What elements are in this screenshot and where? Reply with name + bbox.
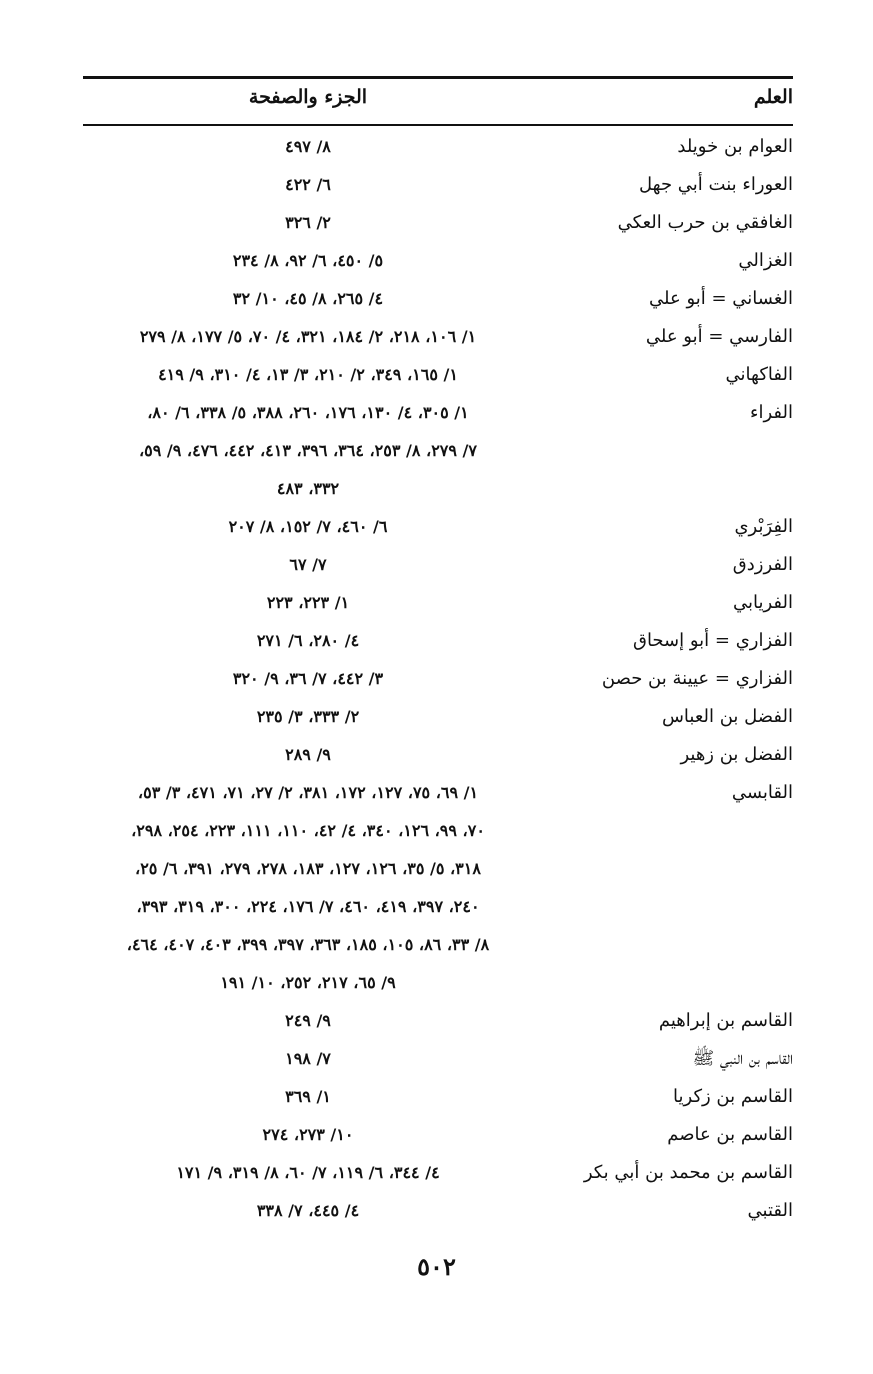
entry-name: القاسم بن إبراهيم — [658, 1010, 793, 1031]
index-entry — [83, 1154, 793, 1192]
entry-line — [83, 432, 793, 470]
entry-references: ٩/ ٢٨٩ — [285, 745, 331, 764]
index-entry — [83, 280, 793, 318]
entry-name: القاسم بن محمد بن أبي بكر — [583, 1162, 793, 1183]
index-entry — [83, 1040, 793, 1078]
entry-references: ٩/ ٢٤٩ — [285, 1011, 331, 1030]
entry-references: ١/ ٦٩، ٧٥، ١٢٧، ١٧٢، ٣٨١، ٢/ ٢٧، ٧١، ٤٧١، ٣/ ٥٣، — [137, 783, 479, 802]
entry-references: ٤/ ٢٦٥، ٨/ ٤٥، ١٠/ ٣٢ — [232, 289, 384, 308]
index-entry — [83, 622, 793, 660]
entry-name: الغافقي بن حرب العكي — [617, 212, 793, 233]
entry-references: ٦/ ٤٢٢ — [285, 175, 331, 194]
entry-line — [83, 964, 793, 1002]
reference-column-header: الجزء والصفحة — [248, 86, 368, 108]
entry-name: الفِرَبْري — [734, 516, 793, 537]
entry-references: ٢/ ٣٢٦ — [285, 213, 331, 232]
entry-references: ١/ ٣٠٥، ٤/ ١٣٠، ١٧٦، ٢٦٠، ٣٨٨، ٥/ ٣٣٨، ٦/ ٨٠، — [147, 403, 469, 422]
index-entry — [83, 394, 793, 508]
entry-line — [83, 242, 793, 280]
entry-line — [83, 1002, 793, 1040]
entry-line — [83, 850, 793, 888]
entry-references: ١٠/ ٢٧٣، ٢٧٤ — [262, 1125, 354, 1144]
entry-references: ٥/ ٤٥٠، ٦/ ٩٢، ٨/ ٢٣٤ — [232, 251, 384, 270]
index-entry — [83, 1116, 793, 1154]
entry-name: الفضل بن العباس — [661, 706, 793, 727]
entry-line — [83, 888, 793, 926]
entry-line — [83, 356, 793, 394]
entry-line — [83, 698, 793, 736]
entry-references: ١/ ٢٢٣، ٢٢٣ — [266, 593, 350, 612]
index-entry — [83, 698, 793, 736]
entry-name: الفراء — [750, 402, 793, 423]
index-entry — [83, 204, 793, 242]
header-rule — [83, 124, 793, 126]
index-entry — [83, 546, 793, 584]
entry-line — [83, 128, 793, 166]
entry-references: ٢٤٠، ٣٩٧، ٤١٩، ٤٦٠، ٧/ ١٧٦، ٢٢٤، ٣٠٠، ٣١٩، ٣٩٣، — [136, 897, 480, 916]
index-entry — [83, 1192, 793, 1230]
entry-name: الغساني = أبو علي — [649, 288, 793, 309]
index-entries — [83, 128, 793, 1230]
table-header — [83, 80, 793, 124]
entry-line — [83, 166, 793, 204]
entry-references: ٨/ ٤٩٧ — [285, 137, 331, 156]
entry-line — [83, 926, 793, 964]
entry-references: ٩/ ٦٥، ٢١٧، ٢٥٢، ١٠/ ١٩١ — [220, 973, 396, 992]
index-entry — [83, 584, 793, 622]
page-number: ٥٠٢ — [417, 1252, 456, 1281]
entry-line — [83, 774, 793, 812]
entry-name: القتبي — [747, 1200, 793, 1221]
entry-name: القاسم بن النبي ﷺ — [692, 1048, 793, 1069]
name-column-header: العلم — [753, 86, 793, 108]
entry-references: ٣/ ٤٤٢، ٧/ ٣٦، ٩/ ٣٢٠ — [232, 669, 384, 688]
index-entry — [83, 356, 793, 394]
entry-references: ١/ ١٠٦، ٢١٨، ٢/ ١٨٤، ٣٢١، ٤/ ٧٠، ٥/ ١٧٧، ٨/ ٢٧٩ — [139, 327, 477, 346]
entry-line — [83, 470, 793, 508]
entry-line — [83, 204, 793, 242]
entry-line — [83, 1154, 793, 1192]
entry-references: ٤/ ٤٤٥، ٧/ ٣٣٨ — [256, 1201, 360, 1220]
entry-name: الغزالي — [738, 250, 793, 271]
entry-name: الفضل بن زهير — [680, 744, 793, 765]
entry-references: ٧٠، ٩٩، ١٢٦، ٣٤٠، ٤/ ٤٢، ١١٠، ١١١، ٢٢٣، ٢٥٤، ٢٩٨، — [131, 821, 485, 840]
entry-references: ٢/ ٣٣٣، ٣/ ٢٣٥ — [256, 707, 360, 726]
entry-line — [83, 508, 793, 546]
entry-line — [83, 1078, 793, 1116]
entry-name: الفاكهاني — [725, 364, 793, 385]
entry-line — [83, 1040, 793, 1078]
top-rule — [83, 76, 793, 79]
entry-references: ٣٣٢، ٤٨٣ — [276, 479, 340, 498]
entry-references: ٣١٨، ٥/ ٣٥، ١٢٦، ١٢٧، ١٨٣، ٢٧٨، ٢٧٩، ٣٩١، ٦/ ٢٥، — [135, 859, 481, 878]
entry-line — [83, 584, 793, 622]
index-entry — [83, 166, 793, 204]
index-entry — [83, 318, 793, 356]
entry-line — [83, 546, 793, 584]
index-entry — [83, 1078, 793, 1116]
index-entry — [83, 1002, 793, 1040]
entry-name: الفريابي — [732, 592, 793, 613]
index-entry — [83, 508, 793, 546]
entry-name: الفزاري = عيينة بن حصن — [601, 668, 793, 689]
index-entry — [83, 128, 793, 166]
entry-line — [83, 736, 793, 774]
entry-line — [83, 394, 793, 432]
index-entry — [83, 774, 793, 1002]
entry-references: ٧/ ٢٧٩، ٨/ ٢٥٣، ٣٦٤، ٣٩٦، ٤١٣، ٤٤٢، ٤٧٦، ٩/ ٥٩، — [138, 441, 477, 460]
index-entry — [83, 736, 793, 774]
entry-name: الفرزدق — [732, 554, 793, 575]
entry-references: ٤/ ٣٤٤، ٦/ ١١٩، ٧/ ٦٠، ٨/ ٣١٩، ٩/ ١٧١ — [176, 1163, 440, 1182]
entry-line — [83, 660, 793, 698]
index-entry — [83, 660, 793, 698]
entry-line — [83, 280, 793, 318]
entry-name: الفارسي = أبو علي — [645, 326, 793, 347]
entry-references: ١/ ٣٦٩ — [285, 1087, 331, 1106]
entry-name: العوراء بنت أبي جهل — [639, 174, 793, 195]
entry-references: ٤/ ٢٨٠، ٦/ ٢٧١ — [256, 631, 360, 650]
entry-references: ٨/ ٣٣، ٨٦، ١٠٥، ١٨٥، ٣٦٣، ٣٩٧، ٣٩٩، ٤٠٣، ٤٠٧، ٤٦٤، — [126, 935, 490, 954]
entry-name: الفزاري = أبو إسحاق — [632, 630, 793, 651]
entry-name: القاسم بن عاصم — [667, 1124, 793, 1145]
entry-line — [83, 812, 793, 850]
entry-line — [83, 1116, 793, 1154]
entry-line — [83, 1192, 793, 1230]
entry-name: العوام بن خويلد — [677, 136, 793, 157]
entry-references: ١/ ١٦٥، ٣٤٩، ٢/ ٢١٠، ٣/ ١٣، ٤/ ٣١٠، ٩/ ٤١٩ — [158, 365, 458, 384]
entry-references: ٧/ ٦٧ — [289, 555, 327, 574]
index-entry — [83, 242, 793, 280]
entry-line — [83, 318, 793, 356]
entry-name: القاسم بن زكريا — [673, 1086, 793, 1107]
entry-name: القابسي — [731, 782, 793, 803]
entry-references: ٦/ ٤٦٠، ٧/ ١٥٢، ٨/ ٢٠٧ — [228, 517, 388, 536]
entry-references: ٧/ ١٩٨ — [285, 1049, 331, 1068]
entry-line — [83, 622, 793, 660]
